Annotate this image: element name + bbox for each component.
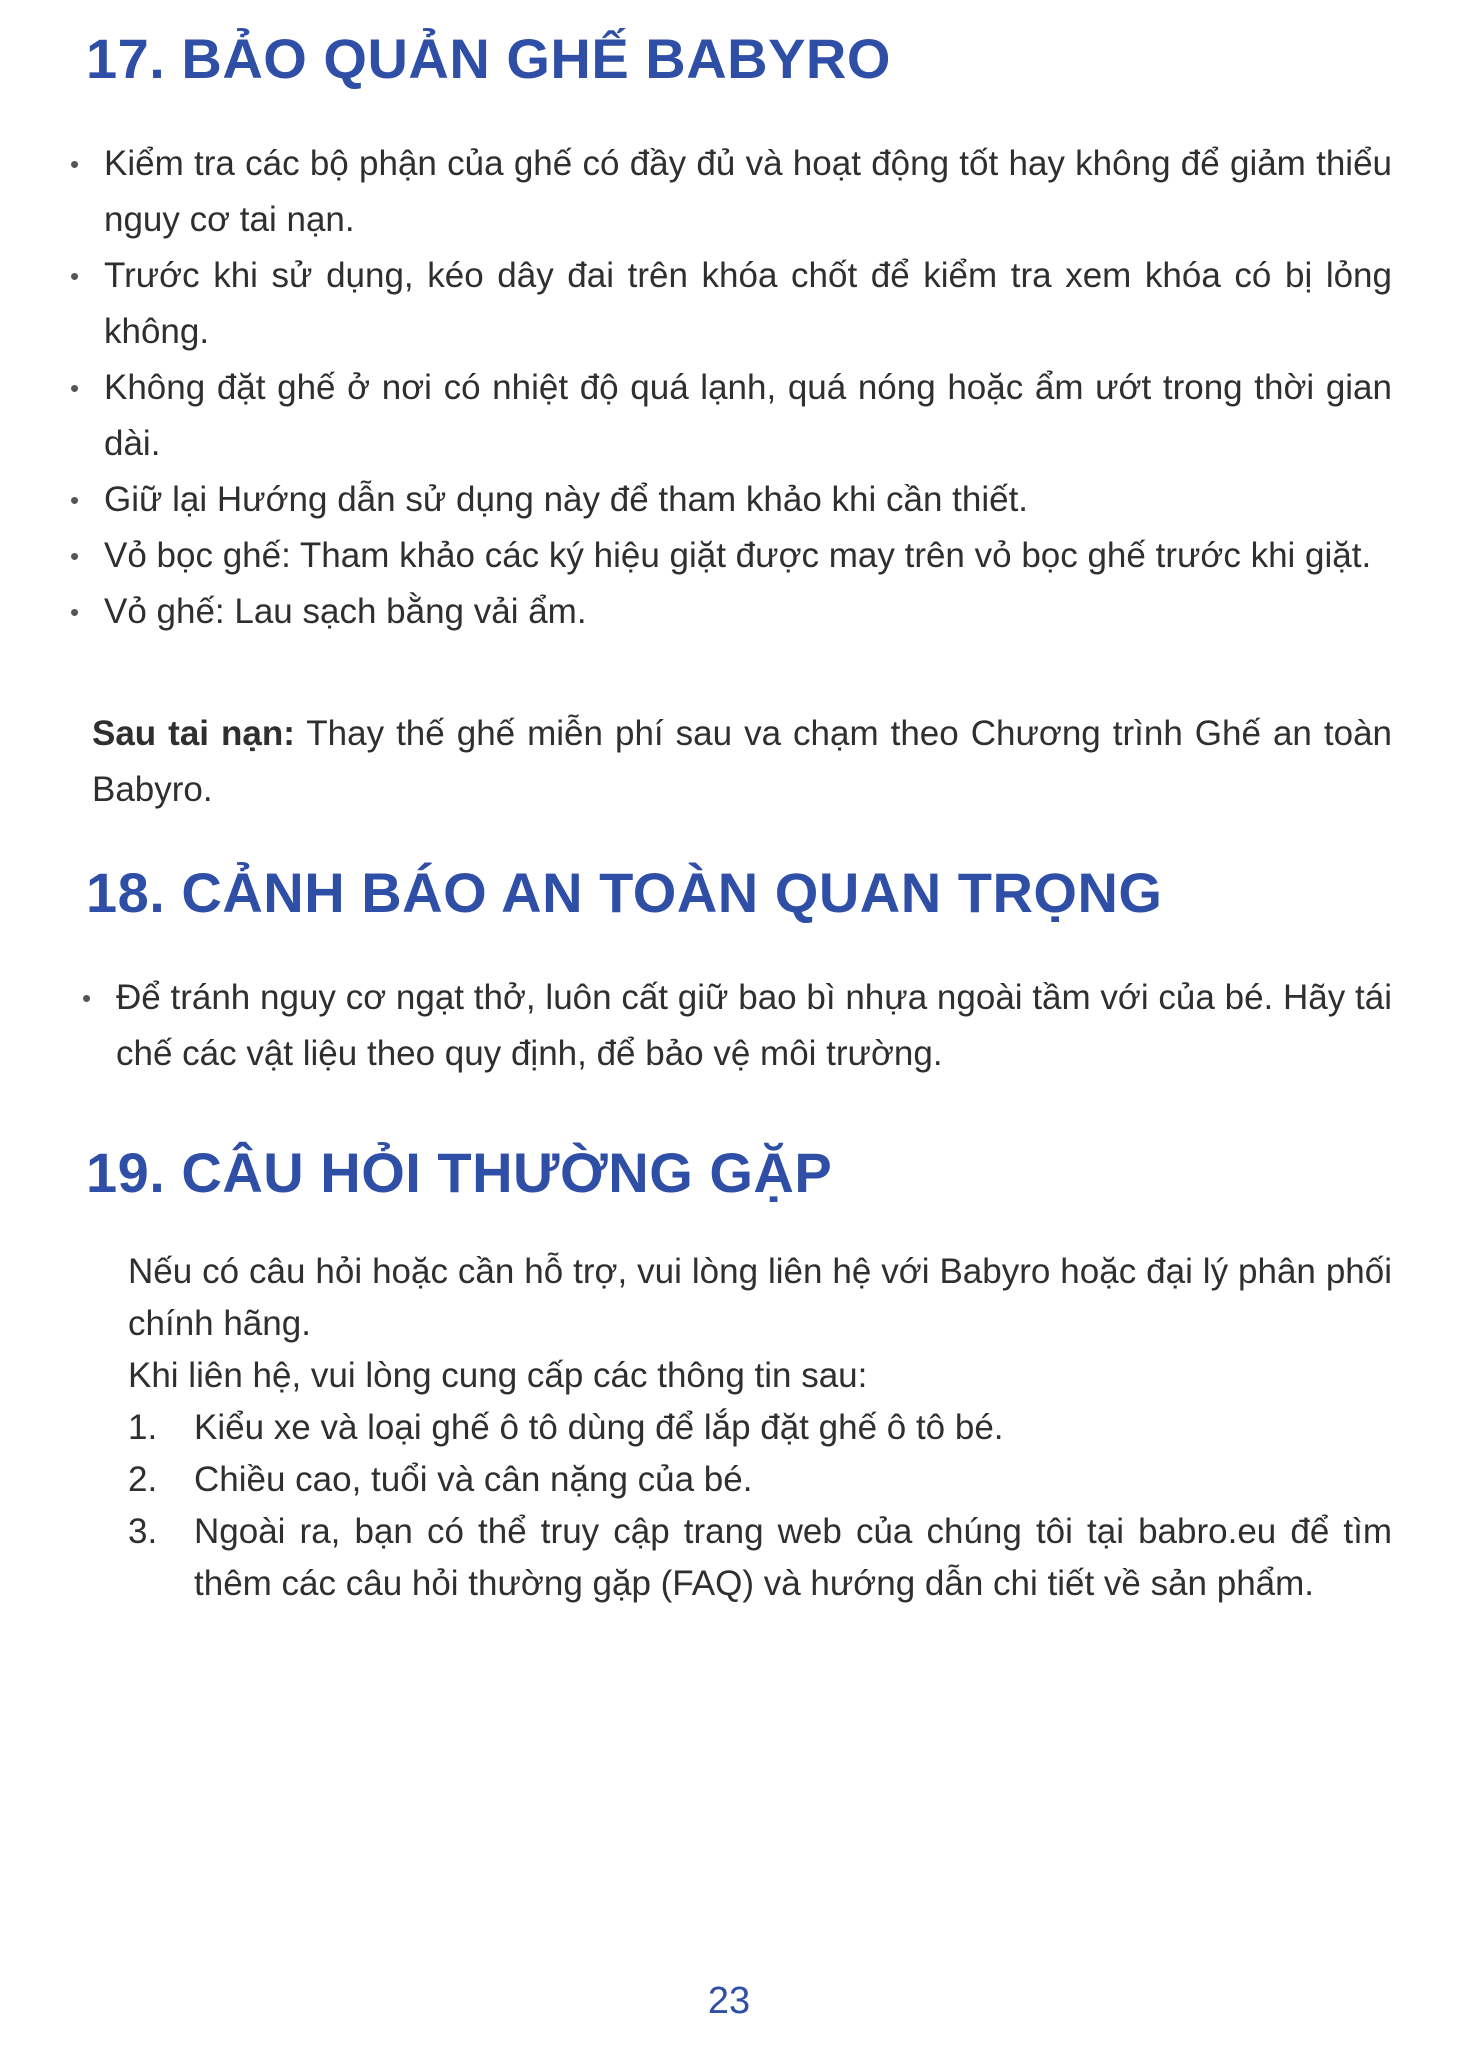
list-item bbox=[70, 136, 1392, 248]
list-item-text: Kiểm tra các bộ phận của ghế có đầy đủ và hoạt động tốt hay không để giảm thiểu nguy cơ tai nạn. bbox=[104, 144, 1392, 239]
list-item-text: Để tránh nguy cơ ngạt thở, luôn cất giữ bao bì nhựa ngoài tầm với của bé. Hãy tái chế các vật liệu theo quy định, để bảo vệ môi trường. bbox=[116, 978, 1392, 1073]
bullet-icon: • bbox=[70, 597, 80, 627]
section-17-title: 17. BẢO QUẢN GHẾ BABYRO bbox=[86, 27, 891, 90]
list-item bbox=[70, 528, 1392, 584]
list-item bbox=[82, 970, 1392, 1082]
faq-numbered-list bbox=[128, 1402, 1392, 1610]
list-item-text: Ngoài ra, bạn có thể truy cập trang web của chúng tôi tại babro.eu để tìm thêm các câu hỏi thường gặp (FAQ) và hướng dẫn chi tiết về sản phẩm. bbox=[194, 1512, 1392, 1603]
list-item-text: Chiều cao, tuổi và cân nặng của bé. bbox=[194, 1460, 753, 1499]
list-item-text: Vỏ bọc ghế: Tham khảo các ký hiệu giặt được may trên vỏ bọc ghế trước khi giặt. bbox=[104, 536, 1372, 575]
bullet-icon: • bbox=[70, 485, 80, 515]
list-item-number: 1. bbox=[128, 1408, 158, 1447]
list-item-text: Giữ lại Hướng dẫn sử dụng này để tham khảo khi cần thiết. bbox=[104, 480, 1029, 519]
bullet-icon: • bbox=[70, 541, 80, 571]
faq-intro: Nếu có câu hỏi hoặc cần hỗ trợ, vui lòng liên hệ với Babyro hoặc đại lý phân phối chính hãng. bbox=[128, 1252, 1392, 1343]
after-accident-text: Thay thế ghế miễn phí sau va chạm theo Chương trình Ghế an toàn Babyro. bbox=[92, 714, 1392, 809]
list-item-text: Không đặt ghế ở nơi có nhiệt độ quá lạnh, quá nóng hoặc ẩm ướt trong thời gian dài. bbox=[104, 368, 1392, 463]
section-19-title: 19. CÂU HỎI THƯỜNG GẶP bbox=[86, 1141, 833, 1204]
bullet-icon: • bbox=[70, 373, 80, 403]
list-item bbox=[128, 1402, 1392, 1454]
list-item-number: 2. bbox=[128, 1460, 158, 1499]
list-item bbox=[70, 584, 1392, 640]
after-accident-note bbox=[92, 706, 1392, 818]
bullet-icon: • bbox=[70, 261, 80, 291]
bullet-icon: • bbox=[70, 149, 80, 179]
list-item bbox=[128, 1506, 1392, 1610]
bullet-icon: • bbox=[82, 983, 92, 1013]
list-item bbox=[70, 360, 1392, 472]
list-item bbox=[70, 472, 1392, 528]
list-item-text: Trước khi sử dụng, kéo dây đai trên khóa chốt để kiểm tra xem khóa có bị lỏng không. bbox=[104, 256, 1392, 351]
faq-lead: Khi liên hệ, vui lòng cung cấp các thông tin sau: bbox=[128, 1356, 868, 1395]
page-number: 23 bbox=[707, 1980, 751, 2022]
list-item-text: Kiểu xe và loại ghế ô tô dùng để lắp đặt ghế ô tô bé. bbox=[194, 1408, 1004, 1447]
list-item-text: Vỏ ghế: Lau sạch bằng vải ẩm. bbox=[104, 592, 587, 631]
after-accident-label: Sau tai nạn: bbox=[92, 714, 295, 753]
section-18-bullet-list bbox=[82, 970, 1392, 1082]
section-17-bullet-list bbox=[70, 136, 1392, 640]
list-item bbox=[128, 1454, 1392, 1506]
list-item bbox=[70, 248, 1392, 360]
section-18-title: 18. CẢNH BÁO AN TOÀN QUAN TRỌNG bbox=[86, 861, 1163, 924]
list-item-number: 3. bbox=[128, 1512, 158, 1551]
